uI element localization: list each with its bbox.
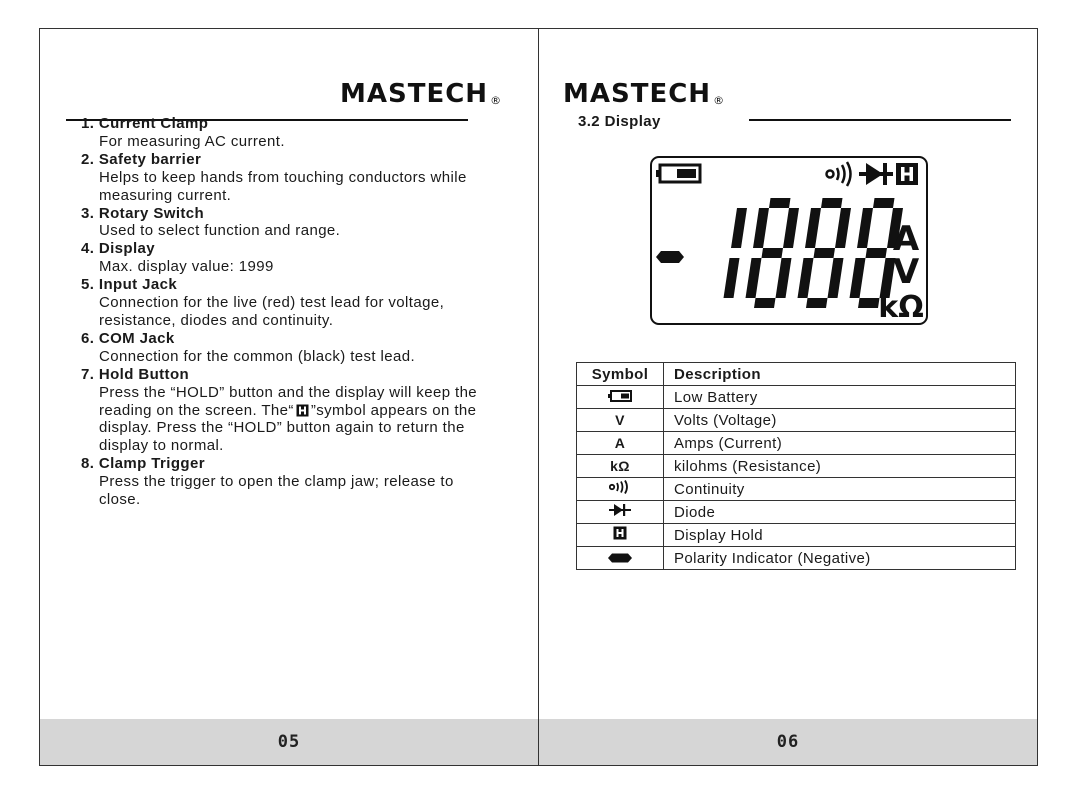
item-text: Connection for the live (red) test lead for voltage,	[99, 294, 445, 312]
symbol-header: Symbol	[577, 363, 664, 386]
table-row	[577, 478, 1016, 501]
brand-logo: MASTECH ®	[340, 79, 503, 109]
digit-segment	[814, 248, 836, 258]
table-cell: Low Battery	[664, 386, 1016, 409]
battery-icon	[608, 390, 632, 402]
page-footer	[539, 719, 1037, 765]
list-item	[81, 276, 531, 330]
section-title: 3.2 Display	[578, 113, 661, 130]
table-row	[577, 547, 1016, 570]
table-cell: Continuity	[664, 478, 1016, 501]
digit-segment	[866, 248, 888, 258]
left-page	[39, 28, 539, 766]
symbol-table	[576, 362, 1016, 570]
table-cell: Amps (Current)	[664, 432, 1016, 455]
item-title: 4. Display	[81, 240, 156, 258]
table-row	[577, 455, 1016, 478]
item-text: For measuring AC current.	[99, 132, 285, 150]
digit-segment	[821, 198, 843, 208]
list-item	[81, 240, 531, 276]
list-item	[81, 455, 531, 509]
digit-segment	[754, 298, 776, 308]
page-number: 06	[776, 732, 800, 752]
table-cell: kilohms (Resistance)	[664, 455, 1016, 478]
brand-logo: MASTECH ®	[563, 79, 726, 109]
table-cell: Polarity Indicator (Negative)	[664, 547, 1016, 570]
item-text: Connection for the common (black) test lead.	[99, 347, 416, 365]
table-row	[577, 432, 1016, 455]
hold-icon	[613, 526, 627, 540]
item-text: Press the “HOLD” button and the display will keep the	[99, 383, 478, 401]
digit-segment	[858, 298, 880, 308]
component-list	[81, 115, 531, 509]
digit-segment	[873, 198, 895, 208]
kilohms-symbol: kΩ	[577, 455, 664, 478]
negative-sign	[656, 251, 684, 263]
header-rule	[749, 119, 1011, 121]
digit-segment	[769, 198, 791, 208]
item-title: 3. Rotary Switch	[81, 204, 205, 222]
table-header-row	[577, 363, 1016, 386]
item-text: Max. display value: 1999	[99, 258, 274, 276]
table-row	[577, 501, 1016, 524]
volts-symbol: V	[577, 409, 664, 432]
list-item	[81, 205, 531, 241]
page-footer	[40, 719, 538, 765]
continuity-icon	[609, 480, 631, 494]
item-text: Used to select function and range.	[99, 222, 341, 240]
hold-icon	[896, 163, 918, 185]
table-row	[577, 524, 1016, 547]
table-row	[577, 409, 1016, 432]
item-title: 2. Safety barrier	[81, 150, 202, 168]
right-page	[538, 28, 1038, 766]
item-text: display to normal.	[99, 437, 224, 455]
diode-icon	[609, 503, 631, 517]
unit-kilohms: kΩ	[878, 290, 924, 325]
page-number: 05	[277, 732, 301, 752]
unit-amps: A	[892, 219, 920, 259]
list-item	[81, 151, 531, 205]
hold-icon	[296, 404, 309, 417]
item-text: measuring current.	[99, 186, 232, 204]
item-title: 8. Clamp Trigger	[81, 455, 205, 473]
item-title: 5. Input Jack	[81, 276, 178, 294]
list-item	[81, 366, 531, 456]
table-cell: Display Hold	[664, 524, 1016, 547]
item-text: reading on the screen. The“ ”symbol appears on the	[99, 401, 477, 419]
description-header: Description	[664, 363, 1016, 386]
item-text: Helps to keep hands from touching conductors while	[99, 168, 467, 186]
list-item	[81, 115, 531, 151]
item-text: display. Press the “HOLD” button again to return the	[99, 419, 465, 437]
item-title: 6. COM Jack	[81, 329, 175, 347]
negative-icon	[608, 553, 632, 563]
table-row	[577, 386, 1016, 409]
lcd-display	[650, 156, 928, 325]
item-title: 1. Current Clamp	[81, 115, 209, 132]
table-cell: Diode	[664, 501, 1016, 524]
item-text: close.	[99, 491, 141, 509]
item-title: 7. Hold Button	[81, 365, 190, 383]
table-cell: Volts (Voltage)	[664, 409, 1016, 432]
item-text: resistance, diodes and continuity.	[99, 311, 334, 329]
digit-segment	[806, 298, 828, 308]
amps-symbol: A	[577, 432, 664, 455]
unit-volts: V	[892, 252, 920, 292]
list-item	[81, 330, 531, 366]
item-text: Press the trigger to open the clamp jaw; release to	[99, 473, 454, 491]
digit-segment	[762, 248, 784, 258]
